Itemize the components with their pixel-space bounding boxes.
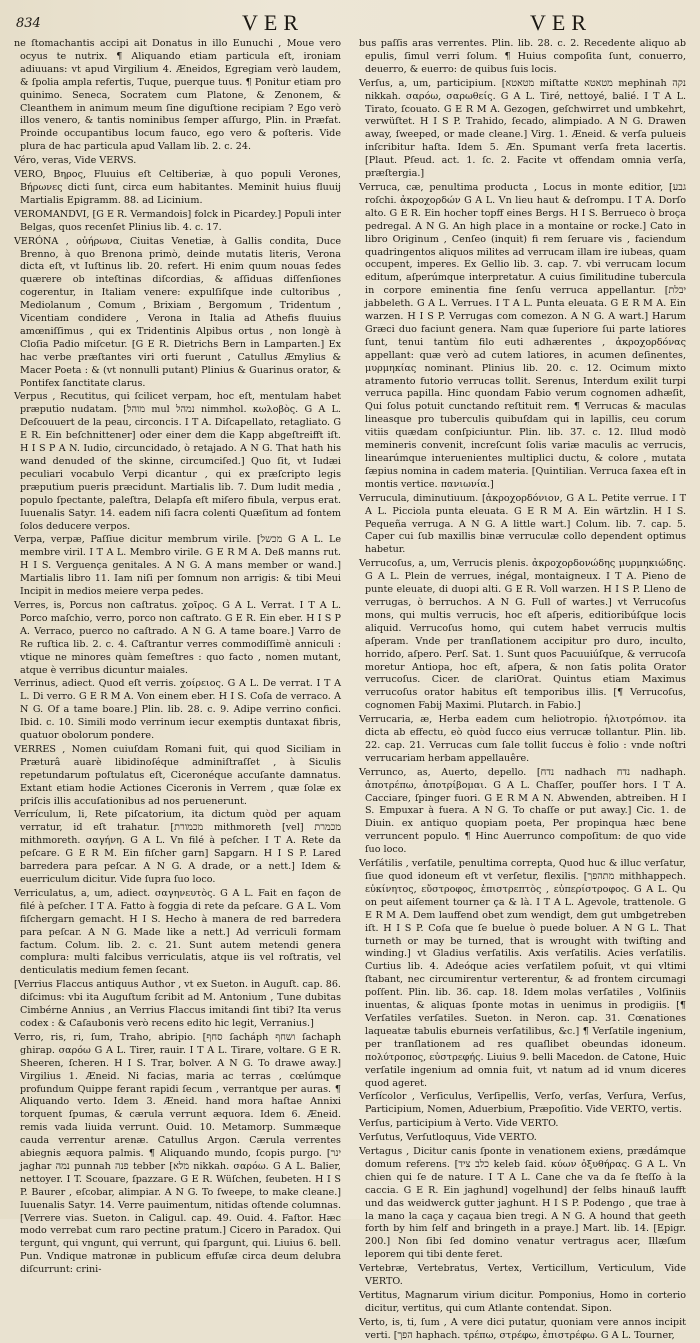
dictionary-entry: Vertebræ, Vertebratus, Vertex, Verticillum, Verticulum, Vide VERTO. [359,1263,686,1288]
dictionary-entry: Verruca, cæ, penultima producta , Locus in monte editior, [גבע roſchi. ἀκροχορδών G A L. Vn lieu haut & deſrompu. I T A. Dorſo alto. G E R. Ein hocher topff eines Bergs. H I S. Berrueco ò broça pedregal. A N G. An high place in a montaine or rocke.] Cato in libro Originum , Cenſeo (inquit) fi rem ſeruare vis , faciendum quadringentos aliquos milites ad verrucam illam ire iubeas, quam occupent, imperes. Ex Gellio lib. 3. cap. 7. vbi verrucam locum editum, aſperúmque interpretatur. A cuius ſimilitudine tubercula in corpore eminentia fine ſenſu verruca appellantur. [יבלת jabbeleth. G A L. Verrues. I T A L. Punta eleuata. G E R M A. Ein warzen. H I S P. Verrugas com comezon. A N G. A wart.] Harum Græci duo faciunt genera. Nam quæ ſuperiore ſui parte latiores ſunt, tenui tantùm filo euti adhærentes , ἀκροχορδόνας appellant: quæ verò ad cutem latiores, in acumen deſinentes, μυρμηκίας nominant. Plinius lib. 20. c. 12. Ocimum mixto atramento futorio verrucas tollit. Serenus, Interdum exilit turpi verruca papilla. Hinc quondam Fabio verum cognomen adhæſit, Qui ſolus potuit cunctando reſtituit rem. ¶ Verrucas & maculas lineasque pro tuberculis quibuſdam qui in lapillis, ceu corum vitiis quædam conſpiciuntur. Plin. lib. 37. c. 12. Illud modò memineris convenit, increſcunt ſolis variæ maculis ac verrucis, linearúmque interuenientes multiplici ductu, & colore , mutata ſæpius nomina in cadem materia. [Quintilian. Verruca ſaxea eſt in montis vertice. πανιωνία.] [359,181,686,490]
dictionary-entry: Verrucula, diminutiuum. [ἀκροχορδόνιον, G A L. Petite verrue. I T A L. Picciola punta eleuata. G E R M A. Ein wärtzlin. H I S. Pequeña verruga. A N G. A little wart.] Colum. lib. 7. cap. 5. Caper cui ſub maxillis binæ verruculæ collo dependent optimus habetur. [359,492,686,556]
running-head-left: VER [242,10,304,35]
dictionary-entry: bus paſſis aras verrentes. Plin. lib. 28. c. 2. Recedente aliquo ab epulis, ſimul verri ſolum. ¶ Huius compoſita ſunt, conuerro, deuerro, & euerro: de quibus ſuis locis. [359,38,686,75]
dictionary-entry: Verrucaria, æ, Herba eadem cum heliotropio. ἡλιοτρόπιον. ita dicta ab effectu, eò quòd ſucco eius verrucæ tollantur. Plin. lib. 22. cap. 21. Verrucas cum ſale tollit ſuccus è folio : vnde noſtri verrucariam herbam appellauêre. [359,714,686,764]
dictionary-entry: Verſátilis , verſatile, penultima correpta, Quod huc & illuc verſatur, ſiue quod idoneum eſt vt verſetur, flexilis. [מתהפך mithhappech. εὐκίνητος, εὔστροφος, ἐπιστρεπτὸς , εὐπερίστροφος. G A L. Qu on peut aiſement tourner ça & là. I T A L. Agevole, trattenole. G E R M A. Dem lauffend obet zum wendigt, dem gut umbgetreben iſt. H I S P. Coſa que ſe buelue ò puede boluer. A N G L. That turneth or may be turned, that is wrought with twiſting and winding.] vt Gladius verſatilis. Axis verſatilis. Acies verſatilis. Curtius lib. 4. Adeóque acies verſatilem poſuit, vt qui vltimi ſtabant, nec circumirentur verterentur, & ad frontem circumagi poſſent. Plin. lib. 36. cap. 18. Idem molas verſatiles , Volſiniis inuentas, & aliquas ſponte motas in uenimus in prodigiis. [¶ Verſatiles verſatiles. Sueton. in Neron. cap. 31. Cœnationes laqueatæ tabulis eburneis verſatilibus, &c.] ¶ Verſatile ingenium, per tranſlationem ad res quaſlibet obeundas idoneum. πολύτροπος, εὐστρεφής. Liuius 9. belli Macedon. de Catone, Huic verſatile ingenium ad omnia fuit, vt natum ad id vnum diceres quod ageret. [359,858,686,1089]
dictionary-entry: VERO, Βηρος, Fluuius eſt Celtiberiæ, à quo populi Verones, Βήρωνες dicti ſunt, circa eum habitantes. Meminit huius fluuij Martialis Epigramm. 88. ad Licinium. [14,169,341,206]
dictionary-entry: Verpus , Recutitus, qui ſcilicet verpam, hoc eſt, mentulam habet præputio nudatam. [מוהל mul נמהל nimmhol. κωλοβὸς. G A L. Deſcouuert de la peau, circoncis. I T A. Diſcapellato, retagliato. G E R. Ein beſchnittener] oder einer dem die Kapp abgeſtreifft iſt. H I S P A N. Iudio, circuncidado, ò retajado. A N G. That hath his wand denuded of the skinne, circumciſed.] Quo ſit, vt Iudæi peculiari vocabulo Verpi dicantur , qui ex præſcripto legis præputium pueris præcidunt. Martialis lib. 7. Dum ludit media , populo ſpectante, paleſtra, Delapſa eſt miſero fibula, verpus erat. Iuuenalis Satyr. 14. eadem niſi ſacra colenti Quæſitum ad fontem ſolos deducere verpos. [14,391,341,532]
dictionary-entry: Verrunco, as, Auerto, depello. [נדח nadhach נדח nadhaph. ἀποτρέπω, ἀποτρίβομαι. G A L. Chaſſer, pouſſer hors. I T A. Cacciare, ſpinger fuori. G E R M A N. Abwenden, abtreiben. H I S. Empuxar à fuera. A N G. To chaſſe or put away.] Cic. 1. de Diuin. ex antiquo quopiam poeta, Per propinqua hæc bene verruncent populo. ¶ Hinc Auerrunco compoſitum: de quo vide ſuo loco. [359,766,687,856]
page-header [14,10,686,38]
running-head-right: VER [530,10,592,35]
dictionary-entry: VERRES , Nomen cuiuſdam Romani fuit, qui quod Siciliam in Præturâ auarè libidinoſéque adminiſtraſſet , à Siculis repetundarum poſtulatus eſt, Ciceronéque accuſante damnatus. Extant etiam hodie Actiones Ciceronis in Verrem , quæ ſolæ ex priſcis illis accuſationibus ad nos peruenerunt. [14,743,341,807]
dictionary-entry: Verſícolor , Verſiculus, Verſipellis, Verſo, verſas, Verſura, Verſus, Participium, Nomen, Aduerbium, Præpoſitio. Vide VERTO, vertis. [359,1091,686,1116]
dictionary-entry: Verriculatus, a, um, adiect. σαγηνευτὸς. G A L. Fait en façon de filé à peſcher. I T A. Fatto à foggia di rete da peſcare. G A L. Vom fiſchergarn gemacht. H I S. Hecho à manera de red barredera para peſcar. A N G. Made like a nett.] Ad verriculi formam factum. Colum. lib. 2. c. 21. Sunt autem metendi genera complura: multi falcibus verriculatis, atque iis vel roſtratis, vel denticulatis medium femen ſecant. [14,887,341,977]
dictionary-entry: Verro, ris, ri, ſum, Traho, abripio. [סחף ſacháph ושחף ſachaph ghirap. σαρόω G A L. Tirer, rauir. I T A L. Tirare, voltare. G E R. Sheeren, ſcheren. H I S. Trar, bolver. A N G. To drawe away.] Virgilius 1. Æneid. Ni facias, maria ac terras , cœlúmque profundum Quippe ferant rapidi ſecum , verrantque per auras. ¶ Aliquando verto. Idem 3. Æneid. hand mora haſtae Annixi torquent ſpumas, & cærula verrunt æquora. Idem 6. Æneid. remis vada liuida verrunt. Ouid. 10. Metamorp. Summæque cauda verrentur arenæ. Catullus Argon. Cærula verrentes abiegnis æquora palmis. ¶ Aliquando mundo, ſcopis purgo. [ינר jaghar נמה punnah פנה tebber [מלא nikkah. σαρόω. G A L. Balier, nettoyer. I T. Scouare, ſpazzare. G E R. Wüſchen, ſeubeten. H I S P. Baurer , eſcobar, alimpiar. A N G. To ſweepe, to make cleane.] Iuuenalis Satyr. 14. Verre pauimentum, nitidas oſtende columnas. [Verrere vias. Sueton. in Caligul. cap. 49. Ouid. 4. Faſtor. Hæc modo verrebat cum raro pectine pratum.] Cicero in Paradox. Qui tergunt, qui vngunt, qui verrunt, qui ſpargunt, qui. Liuius 6. bell. Pun. Vndique matronæ in publicum effuſæ circa deum delubra diſcurrunt: crini- [14,1031,341,1276]
dictionary-entry: Verſus, a, um, participium. [מטאטא miſtatte מטאטא mephinah נקה nikkah. σαρόω, σαρωθείς. G A L. Tiré, nettoyé, balié. I T A L. Tirato, ſcouato. G E R M A. Gezogen, geſchwirret und umbkehrt, verwüſtet. H I S P. Trahido, ſecado, alimpiado. A N G. Drawen away, ſweeped, or made cleane.] Virg. 1. Æneid. & verſa pulueis inſcribitur haſta. Idem 5. Æn. Spumant verſa freta lacertis. [Plaut. Pſeud. act. 1. ſc. 2. Facite vt offendam omnia verſa, præſtergia.] [359,77,687,180]
text-columns [14,38,687,1341]
dictionary-entry: Verto, is, ti, ſum , A vere dici putatur, quoniam vere annos incipit verti. [הפך haphach. τρέπω, στρέφω, ἐπιστρέφω. G A L. Tourner, [359,1316,686,1341]
dictionary-entry: ne ſtomachantis accipi ait Donatus in illo Eunuchi , Moue vero ocyus te nutrix. ¶ Aliquando etiam particula eſt, ironiam adiuuans: vt apud Virgilium 4. Æneidos, Egregiam verò laudem, & ſpolia ampla refertis, Tuque, puerque tuus. ¶ Ponitur etiam pro quinimo. Seneca, Socratem cum Platone, & Zenonem, & Cleanthem in animum meum ſine diguſtione recipiam ? Ego verò illos venero, & tantis nominibus ſemper aſſurgo, Plin. in Præfat. Proinde occupantibus locum fauco, ego vero & poſteris. Vide plura de hac particula apud Vallam lib. 2. c. 24. [14,38,341,153]
dictionary-entry: Verrículum, li, Rete piſcatorium, ita dictum quòd per aquam verratur, id eſt trahatur. [מכמורת mithmoreth [vel] מכמרת mithmoreth. σαγήνη. G A L. Vn filé à peſcher. I T A. Rete da peſcare. G E R M. Ein fiſcher garn] Sapgarn. H I S P. Lared barredera para peſcar. A N G. A drade, or a nett.] Idem & euerriculum dicitur. Vide ſupra ſuo loco. [14,809,342,885]
right-column [359,38,687,1341]
dictionary-entry: Véro, veras, Vide VERVS. [14,155,137,167]
left-column [14,38,342,1276]
dictionary-entry: Verſutus, Verſutloquus, Vide VERTO. [359,1132,537,1144]
dictionary-entry: Verres, is, Porcus non caſtratus. χοῖρος. G A L. Verrat. I T A L. Porco maſchio, verro, porco non caſtrato. G E R. Ein eber. H I S P A. Verraco, puerco no caſtrado. A N G. A tame boare.] Varro de Re ruſtica lib. 2. c. 4. Caſtrantur verres commodiſſimè anniculi : vtique ne minores quàm ſemeſtres : quo facto , nomen mutant, atque è verribus dicuntur maiales. [14,599,341,676]
dictionary-entry: Verſus, participium à Verto. Vide VERTO. [359,1118,559,1130]
dictionary-entry: Verrinus, adiect. Quod eſt verris. χοίρειος. G A L. De verrat. I T A L. Di verro. G E R M A. Von einem eber. H I S. Coſa de verraco. A N G. Of a tame boare.] Plin. lib. 28. c. 9. Adipe verrino confici. Ibid. c. 10. Simili modo verrinum iecur exemptis duntaxat fibris, quatuor obolorum pondere. [14,678,341,742]
dictionary-entry: Vertitus, Magnarum virium dicitur. Pomponius, Homo in corterio dicitur, vertitus, qui cum Atlante contendat. Sipon. [359,1290,686,1314]
dictionary-entry: [Verrius Flaccus antiquus Author , vt ex Sueton. in Auguſt. cap. 86. diſcimus: vbi ita Auguſtum ſcribit ad M. Antonium , Tune dubitas Cimbérne Annius , an Verrius Flaccus imitandi ſint tibi? Ita verus codex : & Caſaubonis verò recens edito hic legit, Verranius.] [14,979,341,1029]
page-number: 834 [16,16,41,31]
dictionary-entry: Verrucoſus, a, um, Verrucis plenis. ἀκροχορδονώδης μυρμηκιώδης. G A L. Plein de verrues, inégal, montaigneux. I T A. Pieno de punte eleuate, di duopi alti. G E R. Voll warzen. H I S P. Lleno de verrugas, ò berruchos. A N G. Full of wartes.] vt Verrucoſus mons, qui multis verrucis, hoc eſt aſperis, editioribúſque locis aliquid. Verrucoſus homo, qui cutem habet verrucis multis aſperam. Vnde per tranſlationem accipitur pro duro, inculto, horrido, aſpero. Perſ. Sat. 1. Sunt quos Pacuuiúſque, & verrucoſa moretur Antiopa, hoc eſt, aſpera, & non ſatis polita Orator verrucoſus. Cicer. de clariOrat. Quintus etiam Maximus verrucoſus orator habitus eſt temporibus illis. [¶ Verrucoſus, cognomen Fabij Maximi. Plutarch. in Fabio.] [359,558,686,712]
dictionary-entry: VEROMANDVI, [G E R. Vermandois] folck in Picardey.] Populi inter Belgas, quos recenſet Plinius lib. 4. c. 17. [14,208,341,233]
dictionary-entry: Verpa, verpæ, Paſſiue dicitur membrum virile. [מכשל G A L. Le membre viril. I T A L. Membro virile. G E R M A. Deß manns rut. H I S. Verguença genitales. A N G. A mans member or wand.] Martialis libro 11. Iam niſi per ſomnum non arrigis: & tibi Meui Incipit in medios meiere verpa pedes. [14,534,341,598]
dictionary-entry: VERÓNA , οὐήρωνα, Ciuitas Venetiæ, à Gallis condita, Duce Brenno, à quo Brenona primò, deinde mutatis literis, Verona dicta eſt, vt Iuſtinus lib. 20. refert. Hi enim quum nouas ſedes quærere ob inteſtinas diſcordias, & aſſiduas diſſenſiones cogerentur, in Italiam venere: expulſiſque inde cultoribus , Mediolanum , Comum , Brixiam , Bergomum , Tridentum , Vicentiam condidere , Verona in Italia ad Athefis fluuius amœniſſimus , qui ex Tridentinis Alpibus ortus , non longè à Cloſia Padio miſcetur. [G E R. Dietrichs Bern in Lamparten.] Ex hac verbe præſtantes viri orti fuerunt , Catullus Æmylius & Macer Poeta : & (vt nonnulli putant) Plinius & Guarinus orator, & Pontifex ſanctitate clarus. [14,235,341,389]
dictionary-entry: Vertagus , Dicitur canis ſponte in venationem exiens, prædámque domum referens. [כלב ציד keleb ſaid. κύων ὀξυθήρας. G A L. Vn chien qui ſe de nature. I T A L. Cane che va da ſe ſteſſo à la caccia. G E R. Ein jaghund] vogelhund] der ſelbs hinauß laufft und das weidwerck gutter jaghunt. H I S P. Podengo , que trae à la mano la caça y caçaua bien tregi. A N G. A hound that geeth forth by him ſelf and bringeth in a praye.] Mart. lib. 14. [Epigr. 200.] Non ſibi ſed domino venatur vertragus acer, Illæſum leporem qui tibi dente feret. [359,1146,686,1261]
